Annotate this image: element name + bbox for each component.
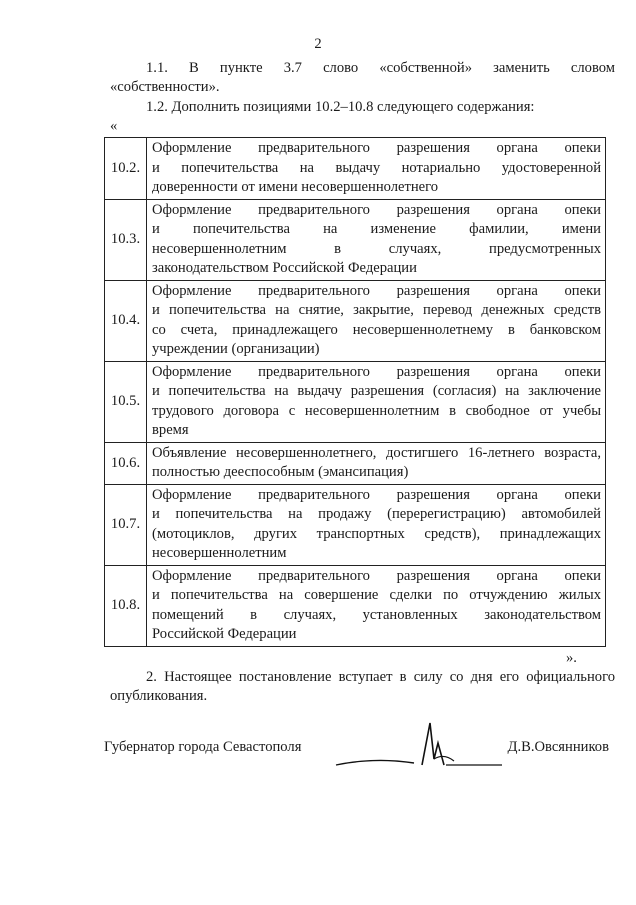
position-number: 10.5. (105, 361, 147, 442)
position-number: 10.2. (105, 138, 147, 200)
table-row (105, 199, 606, 280)
description-line: со счета, принадлежащего несовершеннолетнему в банковском (152, 321, 601, 338)
description-line: и попечительства на выдачу нотариально удостоверенной (152, 159, 601, 176)
description-line: Оформление предварительного разрешения органа опеки (152, 567, 601, 584)
quote-close: ». (566, 650, 577, 666)
position-description (147, 361, 606, 442)
description-line: и попечительства на выдачу разрешения (согласия) на заключение (152, 383, 601, 399)
description-line: Оформление предварительного разрешения органа опеки (152, 201, 601, 218)
description-line: и попечительства на снятие, закрытие, перевод денежных средств (152, 302, 601, 318)
governor-name: Д.В.Овсянников (507, 739, 609, 755)
description-line: помещений в случаях, установленных законодательством (152, 606, 601, 623)
handwritten-signature (334, 719, 504, 771)
position-number: 10.3. (105, 199, 147, 280)
table-row (105, 565, 606, 646)
description-line: и попечительства на совершение сделки по отчуждению жилых (152, 587, 601, 603)
description-line: Российской Федерации (152, 626, 297, 642)
position-description (147, 199, 606, 280)
positions-table (104, 137, 606, 647)
governor-title: Губернатор города Севастополя (104, 739, 302, 755)
table-row (105, 361, 606, 442)
position-description (147, 565, 606, 646)
description-line: несовершеннолетним (152, 545, 287, 561)
description-line: и попечительства на продажу (перерегистрацию) автомобилей (152, 506, 601, 522)
table-row (105, 138, 606, 200)
item-1-2: 1.2. Дополнить позициями 10.2–10.8 следующего содержания: (146, 99, 535, 115)
position-description (147, 280, 606, 361)
description-line: Объявление несовершеннолетнего, достигшего 16-летнего возраста, (152, 444, 601, 461)
position-description (147, 138, 606, 200)
page-number: 2 (314, 36, 322, 52)
position-number: 10.7. (105, 484, 147, 565)
description-line: несовершеннолетним в случаях, предусмотренных (152, 240, 601, 257)
table-row (105, 484, 606, 565)
description-line: учреждении (организации) (152, 341, 320, 357)
position-description (147, 484, 606, 565)
position-number: 10.8. (105, 565, 147, 646)
signature-block (104, 739, 609, 769)
item-1-1-line1: 1.1. В пункте 3.7 слово «собственной» заменить словом (146, 60, 615, 76)
table-row (105, 280, 606, 361)
quote-open: « (110, 118, 118, 134)
description-line: трудового договора с несовершеннолетним в свободное от учебы (152, 402, 601, 419)
description-line: доверенности от имени несовершеннолетнего (152, 179, 439, 195)
description-line: полностью дееспособным (эмансипация) (152, 464, 409, 480)
description-line: (мотоциклов, других транспортных средств), принадлежащих (152, 525, 601, 542)
item-1-1-line2: «собственности». (110, 79, 220, 95)
position-number: 10.4. (105, 280, 147, 361)
description-line: и попечительства на изменение фамилии, имени (152, 221, 601, 237)
position-number: 10.6. (105, 442, 147, 484)
position-description (147, 442, 606, 484)
description-line: время (152, 422, 189, 438)
description-line: Оформление предварительного разрешения органа опеки (152, 282, 601, 299)
item-2: 2. Настоящее постановление вступает в силу со дня его официального опубликования. (110, 669, 615, 704)
description-line: Оформление предварительного разрешения органа опеки (152, 363, 601, 380)
description-line: Оформление предварительного разрешения органа опеки (152, 140, 601, 156)
description-line: Оформление предварительного разрешения органа опеки (152, 486, 601, 503)
table-row (105, 442, 606, 484)
description-line: законодательством Российской Федерации (152, 260, 417, 276)
